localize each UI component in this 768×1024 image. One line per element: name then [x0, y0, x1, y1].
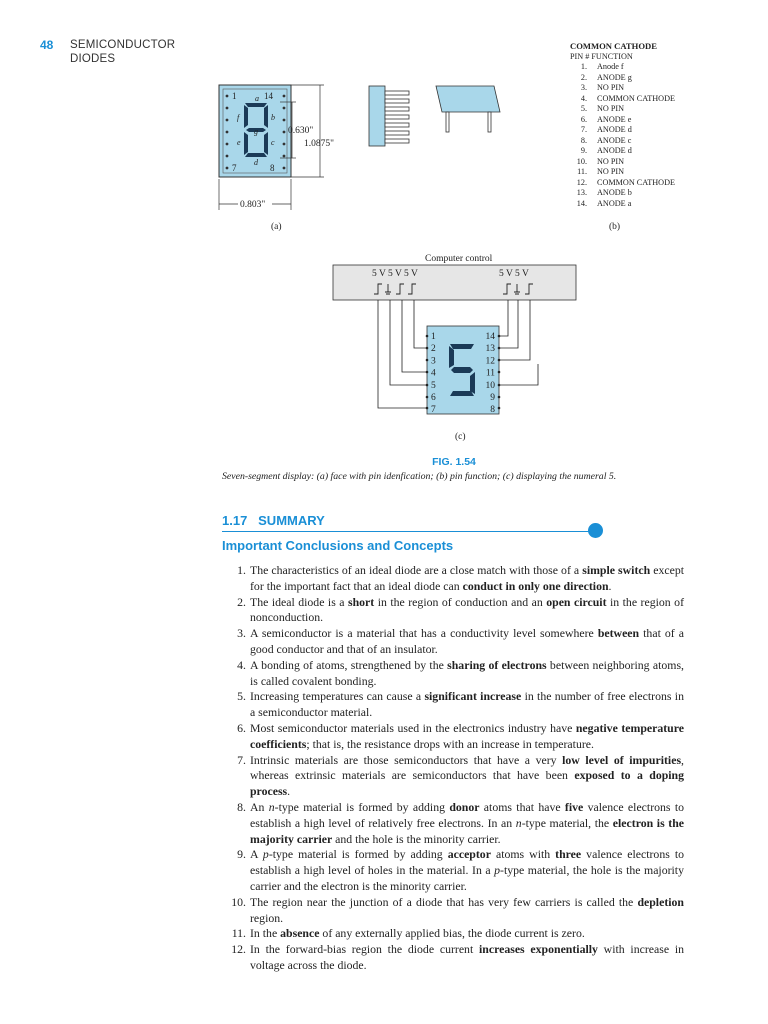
- pin-table-row: [570, 188, 675, 199]
- summary-list: [222, 563, 684, 974]
- pin-1-label: 1: [232, 91, 237, 101]
- summary-item-text: In the absence of any externally applied bias, the diode current is zero.: [250, 926, 585, 941]
- pin-table-row: [570, 62, 675, 73]
- pin-function: ANODE e: [597, 114, 632, 124]
- pin-number: 3.: [580, 83, 587, 92]
- pin-number: 7.: [580, 125, 587, 134]
- summary-item-number: 6.: [237, 720, 246, 735]
- page-number: 48: [40, 38, 54, 52]
- summary-item-text: A semiconductor is a material that has a conductivity level somewhere between that of a good conductor and that of an insulator.: [250, 626, 684, 656]
- pin-function: NO PIN: [597, 167, 625, 176]
- summary-item: [222, 595, 684, 627]
- section-heading: 1.17 SUMMARY: [222, 513, 325, 528]
- dimension-0803: 0.803": [240, 200, 266, 210]
- summary-item: [222, 563, 684, 595]
- summary-item: [222, 895, 684, 927]
- pin-number: 9.: [580, 146, 587, 155]
- summary-item-number: 9.: [237, 847, 246, 862]
- pin-number: 10.: [576, 156, 587, 166]
- pin-function: ANODE g: [597, 72, 632, 82]
- panel-b-label: (b): [609, 222, 621, 232]
- pin-table-title: COMMON CATHODE: [570, 41, 657, 51]
- pin-table-row: [570, 94, 675, 105]
- pin-number: 11.: [577, 167, 587, 176]
- summary-item-number: 4.: [237, 657, 246, 672]
- summary-item-number: 7.: [237, 752, 246, 767]
- summary-item-text: The ideal diode is a short in the region of conduction and an open circuit in the region of nonconduction.: [250, 594, 685, 625]
- right-pin-label: 12: [485, 356, 495, 367]
- left-pin-label: 3: [431, 356, 436, 367]
- summary-item: [222, 689, 684, 721]
- pin-number: 12.: [576, 177, 587, 187]
- summary-item-text: A p-type material is formed by adding acceptor atoms with three valence electrons to establish a high level of holes in the material. In a p-type material, the hole is the majority carrier and the electron is the minority carrier.: [250, 847, 685, 893]
- left-pin-label: 2: [431, 344, 436, 355]
- segment-b-label: b: [271, 113, 275, 122]
- pin-14-label: 14: [264, 91, 273, 101]
- pin-table-row: [570, 167, 675, 178]
- summary-item: [222, 800, 684, 847]
- summary-item-number: 8.: [237, 799, 246, 814]
- section-rule: [222, 531, 594, 532]
- right-pin-label: 13: [485, 344, 495, 355]
- segment-a-label: a: [255, 94, 259, 103]
- segment-f-label: f: [237, 113, 240, 122]
- summary-item-number: 3.: [237, 626, 246, 641]
- pin-table-header: PIN # FUNCTION: [570, 51, 633, 61]
- pin-function: ANODE c: [597, 135, 632, 145]
- figure-number: FIG. 1.54: [432, 456, 476, 468]
- running-header: [70, 38, 175, 66]
- pin-function: NO PIN: [597, 104, 625, 113]
- summary-item-number: 12.: [231, 942, 246, 957]
- pin-table-row: [570, 115, 675, 126]
- pin-number: 4.: [580, 93, 587, 103]
- segment-c-label: c: [271, 138, 275, 147]
- right-pin-label: 10: [485, 380, 495, 391]
- summary-item-number: 10.: [231, 894, 246, 909]
- right-pin-label: 14: [485, 332, 495, 342]
- running-header-line2: DIODES: [70, 53, 116, 65]
- computer-control-label: Computer control: [425, 254, 493, 264]
- left-pin-label: 5: [431, 380, 436, 391]
- section-rule-dot: [588, 523, 603, 538]
- left-pin-label: 7: [431, 405, 436, 416]
- pin-function: COMMON CATHODE: [597, 177, 676, 187]
- summary-item-text: The region near the junction of a diode that has very few carriers is called the depletion region.: [250, 894, 684, 925]
- summary-item: [222, 658, 684, 690]
- pin-number: 1.: [580, 62, 587, 71]
- right-pin-label: 9: [490, 393, 495, 403]
- summary-item: [222, 847, 684, 894]
- panel-a-label: (a): [271, 222, 282, 232]
- pin-8-label: 8: [270, 163, 275, 173]
- pin-table-row: [570, 146, 675, 157]
- panel-c-label: (c): [455, 432, 466, 442]
- pin-table-row: [570, 125, 675, 136]
- pin-function: NO PIN: [597, 83, 625, 92]
- summary-item: [222, 753, 684, 800]
- summary-item-text: Increasing temperatures can cause a significant increase in the number of free electrons in a semiconductor material.: [250, 689, 684, 720]
- pin-number: 5.: [580, 104, 587, 113]
- pin-7-label: 7: [232, 163, 237, 173]
- pin-table-row: [570, 136, 675, 147]
- pin-table-row: [570, 73, 675, 84]
- pin-number: 8.: [580, 135, 587, 145]
- summary-item-text: Intrinsic materials are those semiconductors that have a very low level of impurities, whereas extrinsic materials are semiconductors that have been exposed to a doping process.: [250, 752, 685, 799]
- pin-function: ANODE d: [597, 146, 632, 155]
- right-voltages: 5 V 5 V: [499, 269, 529, 279]
- figure-caption: Seven-segment display: (a) face with pin idenfication; (b) pin function; (c) displaying the numeral 5.: [222, 471, 617, 482]
- pin-function: ANODE b: [597, 188, 632, 197]
- left-voltages: 5 V 5 V 5 V: [372, 269, 418, 279]
- pin-function: NO PIN: [597, 156, 625, 166]
- summary-item: [222, 721, 684, 753]
- figure-c-control-diagram: [330, 264, 580, 424]
- subheading: Important Conclusions and Concepts: [222, 538, 454, 553]
- summary-item: [222, 926, 684, 942]
- pin-function: Anode f: [597, 62, 624, 71]
- summary-item-text: An n-type material is formed by adding donor atoms that have five valence electrons to establish a high level of relatively free electrons. In an n-type material, the electron is the majority carrier and the hole is the minority carrier.: [250, 799, 685, 846]
- right-pin-label: 8: [490, 405, 495, 416]
- pin-number: 2.: [580, 72, 587, 82]
- pin-number: 13.: [576, 188, 587, 197]
- right-pin-label: 11: [485, 368, 495, 379]
- pin-table-row: [570, 83, 675, 94]
- pin-function: ANODE a: [597, 198, 632, 208]
- summary-item-text: In the forward-bias region the diode current increases exponentially with increase in voltage across the diode.: [250, 942, 684, 972]
- summary-item: [222, 626, 684, 658]
- left-pin-label: 4: [431, 368, 436, 379]
- pin-function: ANODE d: [597, 125, 632, 134]
- pin-number: 14.: [576, 198, 587, 208]
- summary-item-text: Most semiconductor materials used in the electronics industry have negative temperature coefficients; that is, the resistance drops with an increase in temperature.: [250, 720, 684, 751]
- dimension-0630: 0.630": [288, 126, 314, 136]
- summary-item-number: 11.: [231, 926, 246, 941]
- pin-number: 6.: [580, 114, 587, 124]
- summary-item-number: 5.: [237, 689, 246, 704]
- summary-item-number: 1.: [237, 563, 246, 577]
- pin-table-row: [570, 199, 675, 210]
- pin-table-row: [570, 178, 675, 189]
- pin-function-table: [570, 41, 675, 209]
- summary-item: [222, 942, 684, 974]
- figure-a-side-view: [364, 84, 416, 148]
- dimension-10875: 1.0875": [304, 139, 335, 149]
- segment-g-label: g: [254, 127, 258, 136]
- left-pin-label: 6: [431, 393, 436, 403]
- summary-item-text: The characteristics of an ideal diode are a close match with those of a simple switch except for the important fact that an ideal diode can conduct in only one direction.: [250, 563, 685, 593]
- running-header-line1: SEMICONDUCTOR: [70, 39, 176, 51]
- segment-d-label: d: [254, 158, 258, 167]
- pin-table-row: [570, 104, 675, 115]
- left-pin-label: 1: [431, 332, 436, 342]
- pin-table-row: [570, 157, 675, 168]
- pin-function: COMMON CATHODE: [597, 93, 676, 103]
- figure-a-display-face: [200, 70, 360, 220]
- summary-item-text: A bonding of atoms, strengthened by the sharing of electrons between neighboring atoms, is called covalent bonding.: [250, 657, 684, 688]
- summary-item-number: 2.: [237, 594, 246, 609]
- figure-a-end-view: [432, 84, 504, 134]
- segment-e-label: e: [237, 138, 241, 147]
